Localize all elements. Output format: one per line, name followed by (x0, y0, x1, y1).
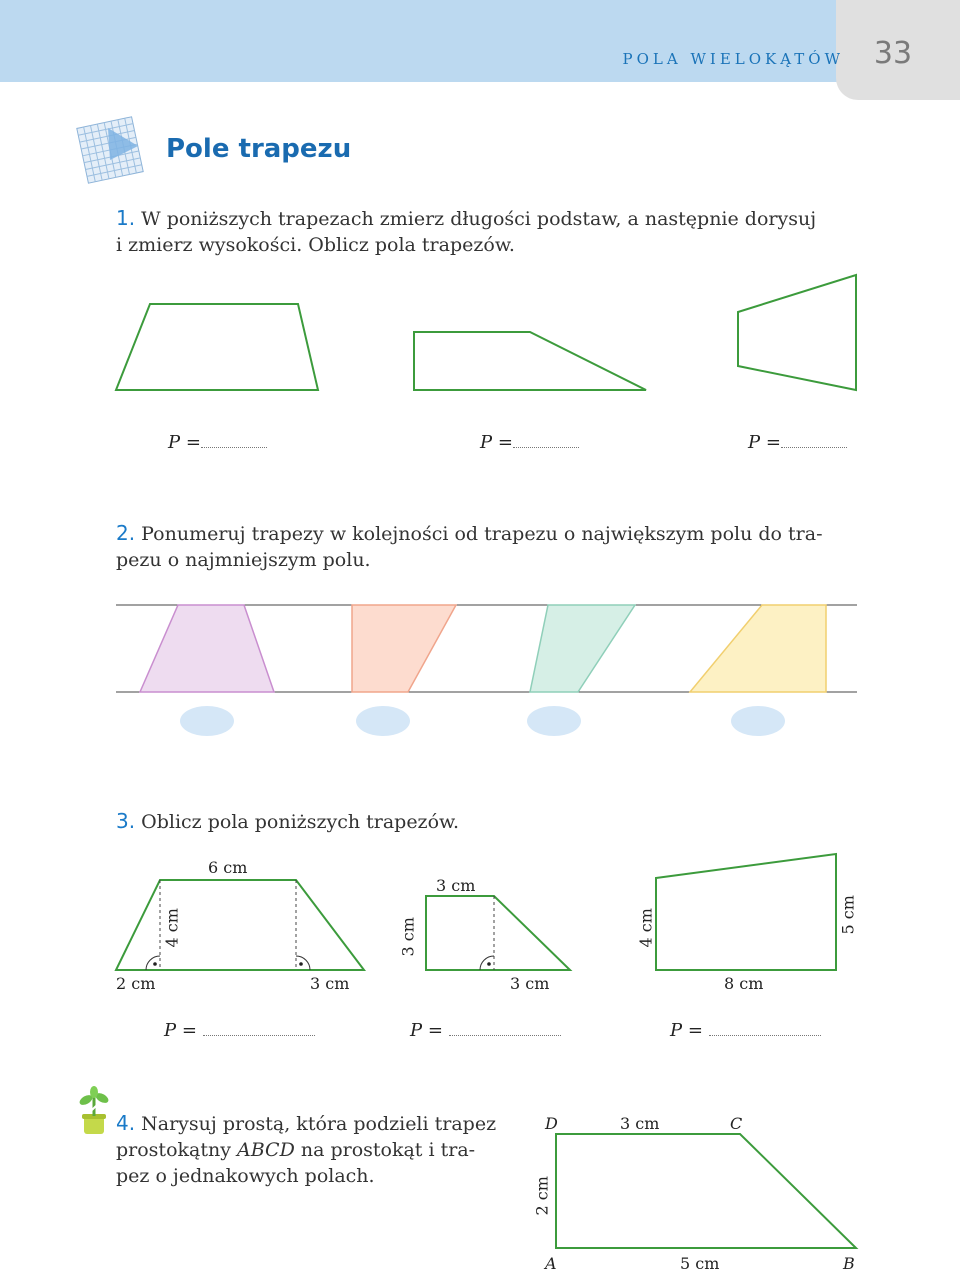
task2-trapezoid-1 (140, 605, 274, 692)
fig3-left-label: 4 cm (636, 908, 656, 948)
vertex-b-label: B (843, 1254, 855, 1273)
header-band (0, 0, 856, 82)
answer-bubble-4 (731, 706, 785, 736)
task4-bottom-label: 5 cm (680, 1254, 720, 1273)
answer-label: P = (168, 432, 201, 453)
task2-line1: Ponumeruj trapezy w kolejności od trapezu o największym polu do tra- (141, 523, 823, 545)
task4-trapezoid (556, 1134, 856, 1248)
task2-number: 2. (116, 521, 136, 545)
task4-line2a: prostokątny (116, 1139, 237, 1161)
task3-answer-3 (670, 1020, 821, 1041)
task4-line1: Narysuj prostą, która podzieli trapez (141, 1113, 497, 1135)
fig1-right-label: 3 cm (310, 974, 350, 993)
answer-bubble-3 (527, 706, 581, 736)
task1-trapezoid-3 (738, 275, 856, 390)
task3-trapezoid-2 (426, 896, 570, 970)
task2-trapezoid-2 (352, 605, 456, 692)
fig3-right-label: 5 cm (838, 895, 858, 935)
vertex-c-label: C (730, 1114, 743, 1133)
task1-answer-1 (168, 432, 267, 453)
section-title: Pole trapezu (166, 134, 352, 164)
task4-top-label: 3 cm (620, 1114, 660, 1133)
fig2-bottom-label: 3 cm (510, 974, 550, 993)
task1-number: 1. (116, 206, 136, 230)
task1-answer-3 (748, 432, 847, 453)
fig1-top-label: 6 cm (208, 858, 248, 877)
vertex-a-label: A (545, 1254, 557, 1273)
task3-line: Oblicz pola poniższych trapezów. (141, 811, 460, 833)
task1-trapezoid-2 (414, 332, 646, 390)
answer-bubble-1 (180, 706, 234, 736)
task1-figures (0, 260, 960, 410)
task3-text (116, 808, 459, 835)
task4-line2c: na prostokąt i tra- (294, 1139, 476, 1161)
task4-height-label: 2 cm (532, 1176, 552, 1216)
task2-trapezoid-3 (530, 605, 635, 692)
task2-figures (0, 595, 960, 745)
task1-trapezoid-1 (116, 304, 318, 390)
fig3-bottom-label: 8 cm (724, 974, 764, 993)
task3-answer-2 (410, 1020, 561, 1041)
task3-figures (0, 850, 960, 980)
fig1-left-label: 2 cm (116, 974, 156, 993)
vertex-d-label: D (545, 1114, 558, 1133)
task4-line3: pez o jednakowych polach. (116, 1165, 375, 1187)
fig2-top-label: 3 cm (436, 876, 476, 895)
answer-blank[interactable] (203, 1021, 315, 1036)
task3-number: 3. (116, 809, 136, 833)
answer-blank[interactable] (709, 1021, 821, 1036)
page-number: 33 (873, 36, 913, 71)
running-title: POLA WIELOKĄTÓW (622, 50, 844, 68)
task1-answer-2 (480, 432, 579, 453)
answer-blank[interactable] (781, 433, 847, 448)
answer-blank[interactable] (449, 1021, 561, 1036)
task2-trapezoid-4 (690, 605, 826, 692)
task4-figure (540, 1120, 870, 1260)
fig2-height-label: 3 cm (398, 917, 418, 957)
plant-icon (74, 1086, 114, 1138)
task3-trapezoid-3 (656, 854, 836, 970)
grid-arrow-icon (70, 112, 150, 188)
task4-text (116, 1110, 506, 1189)
task1-text (116, 205, 866, 258)
task2-text (116, 520, 866, 573)
task1-line1: W poniższych trapezach zmierz długości podstaw, a następnie dorysuj (141, 208, 817, 230)
task1-line2: i zmierz wysokości. Oblicz pola trapezów. (116, 234, 515, 256)
task4-line2b: ABCD (237, 1139, 295, 1161)
fig1-height-label: 4 cm (162, 908, 182, 948)
answer-bubble-2 (356, 706, 410, 736)
answer-label: P = (748, 432, 781, 453)
answer-label: P = (480, 432, 513, 453)
answer-label: P = (670, 1020, 703, 1041)
answer-label: P = (410, 1020, 443, 1041)
answer-label: P = (164, 1020, 197, 1041)
answer-blank[interactable] (201, 433, 267, 448)
task3-answer-1 (164, 1020, 315, 1041)
task4-number: 4. (116, 1111, 136, 1135)
task3-trapezoid-1 (116, 880, 364, 970)
task2-line2: pezu o najmniejszym polu. (116, 549, 371, 571)
answer-blank[interactable] (513, 433, 579, 448)
